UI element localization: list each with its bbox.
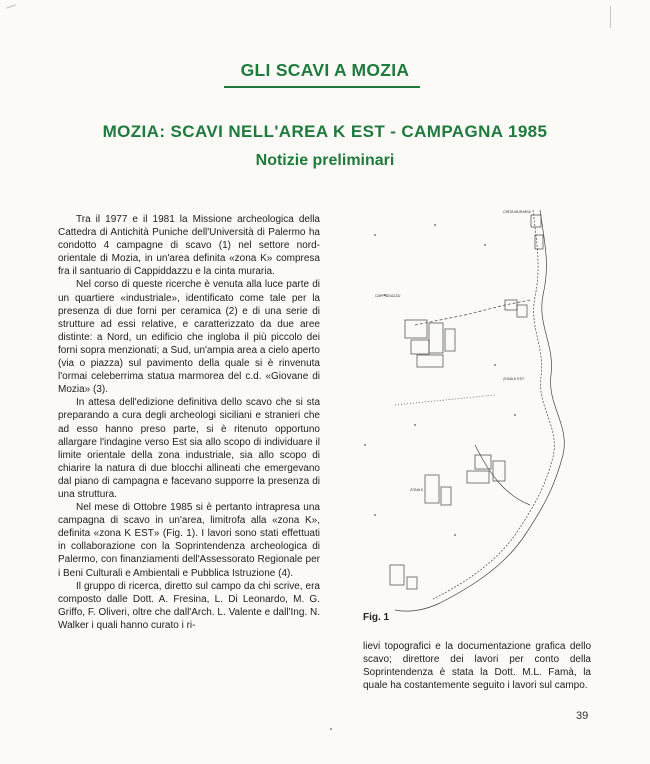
structure [417, 355, 443, 367]
section-title-underline [224, 86, 420, 88]
scan-edge-line [610, 6, 611, 28]
path-line [475, 445, 530, 505]
site-plan-map [355, 205, 605, 615]
paragraph-3: In attesa dell'edizione definitiva dello scavo che si sta preparando a cura degli archeologi siciliani e stranieri che ad esso hanno preso parte, si è ritenuto opportuno allargare l'indagine verso Est sia allo scopo di individuare il limite orientale della zona industriale, sia allo scopo di chiarire la natura di due blocchi allineati che emergevano dal piano di campagna e facevano supporre la presenza di una struttura. [58, 397, 320, 500]
right-column [363, 640, 591, 692]
structure [517, 305, 527, 317]
scan-mark [6, 4, 16, 8]
map-label: ZONA K [410, 488, 424, 492]
coastline [395, 210, 564, 611]
structure [467, 471, 489, 483]
map-label: CAPPIDDAZZU [375, 294, 401, 298]
paragraph-4: Nel mese di Ottobre 1985 si è pertanto intrapresa una campagna di scavo in un'area, limitrofa alla «zona K», definita «zona K EST» (Fig. 1). I lavori sono stati effettuati in collaborazione con la Soprintendenza archeologica di Palermo, con finanziamenti dell'Assessorato Regionale per i Beni Culturali e Ambientali e Pubblica Istruzione (4). [58, 502, 320, 579]
city-wall [433, 210, 554, 599]
page-number: 39 [576, 710, 589, 722]
map-label: ZONA K EST [503, 377, 525, 381]
path-line [395, 395, 495, 405]
paragraph-continued: lievi topografici e la documentazione grafica dello scavo; direttore dei lavori per conto della Soprintendenza è stata la Dott. M.L. Famà, la quale ha costantemente seguito i lavori sul campo. [363, 641, 591, 692]
structure [405, 320, 427, 338]
path-line [415, 300, 530, 325]
structure [505, 300, 517, 310]
structure [531, 215, 541, 227]
figure-caption: Fig. 1 [363, 612, 390, 623]
map-label: CINTA MURARIA [503, 210, 531, 214]
section-title: GLI SCAVI A MOZIA [240, 60, 410, 80]
structure [429, 323, 443, 353]
structure [445, 329, 455, 351]
scan-dot [330, 728, 332, 730]
paragraph-5: Il gruppo di ricerca, diretto sul campo da chi scrive, era composto dalle Dott. A. Fresina, L. Di Leonardo, M. G. Griffo, F. Oliveri, oltre che dall'Arch. L. Valente e dall'Ing. N. Walker i quali hanno curato i ri- [58, 580, 320, 631]
left-column [58, 213, 320, 632]
subtitle: Notizie preliminari [255, 152, 395, 169]
structure [475, 455, 491, 469]
structure [390, 565, 404, 585]
site-plan-figure [355, 205, 605, 615]
paragraph-2: Nel corso di queste ricerche è venuta alla luce parte di un quartiere «industriale», identificato come tale per la presenza di due forni per ceramica (2) e di una serie di strutture ad essi relative, e caratterizzato da due aree distinte: a Nord, un edificio che ingloba il più piccolo dei forni sopra menzionati; a Sud, un'ampia area a cielo aperto (via o piazza) sul pavimento della quale si è rinvenuta l'ormai celeberrima statua marmorea del c.d. «Giovane di Mozia» (3). [58, 279, 320, 396]
structure [425, 475, 439, 503]
structure [535, 235, 543, 249]
structure [411, 340, 429, 354]
main-title: MOZIA: SCAVI NELL'AREA K EST - CAMPAGNA 1985 [102, 122, 548, 141]
structure [407, 577, 417, 589]
paragraph-1: Tra il 1977 e il 1981 la Missione archeologica della Cattedra di Antichità Puniche dell'Università di Palermo ha condotto 4 campagne di scavo (1) nel settore nord-orientale di Mozia, in un'area definita «zona K» compresa fra il santuario di Cappiddazzu e la cinta muraria. [58, 214, 320, 278]
structure [441, 487, 451, 505]
